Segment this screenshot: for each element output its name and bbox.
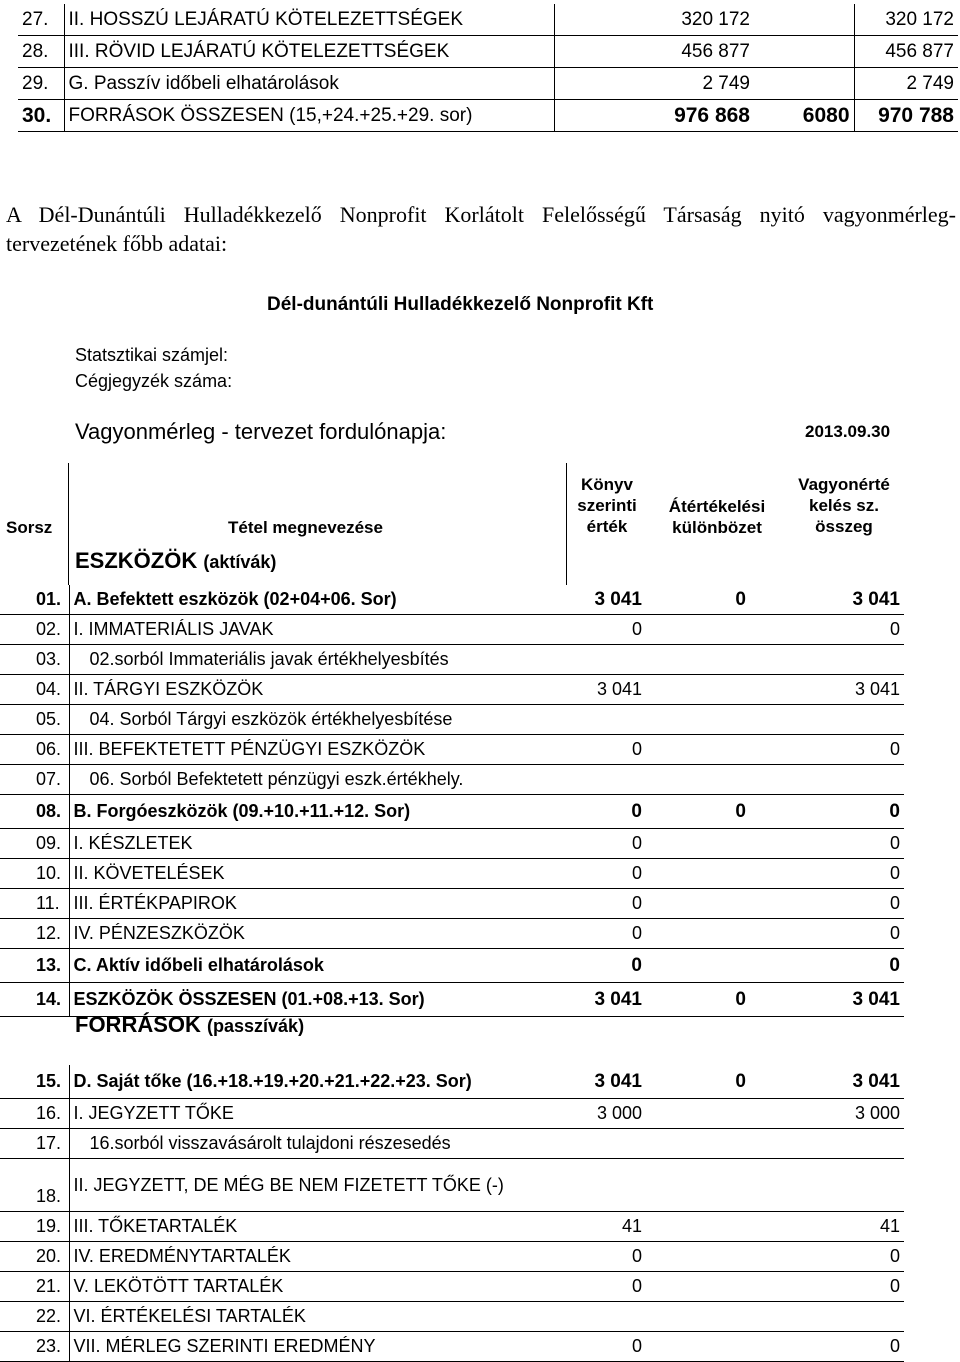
book-value: 0 — [566, 735, 646, 765]
revaluation-difference — [646, 1242, 782, 1272]
row-name: III. RÖVID LEJÁRATÚ KÖTELEZETTSÉGEK — [64, 36, 554, 68]
liabilities-heading — [75, 1012, 304, 1038]
row-name: C. Aktív időbeli elhatárolások — [69, 949, 566, 983]
liabilities-heading-main: FORRÁSOK — [75, 1012, 201, 1037]
assets-heading — [75, 548, 276, 574]
row-name: III. TŐKETARTALÉK — [69, 1212, 566, 1242]
revaluation-difference — [646, 859, 782, 889]
revaluation-difference — [646, 1272, 782, 1302]
book-value: 0 — [566, 615, 646, 645]
book-value: 2 749 — [554, 68, 754, 100]
row-number: 30. — [18, 100, 64, 132]
row-number: 15. — [0, 1065, 69, 1099]
row-number: 13. — [0, 949, 69, 983]
asset-valuation-amount: 0 — [782, 735, 904, 765]
header-asset-valuation-line: összeg — [815, 517, 873, 536]
asset-valuation-amount: 0 — [782, 829, 904, 859]
revaluation-difference — [754, 36, 854, 68]
row-name: A. Befektett eszközök (02+04+06. Sor) — [69, 585, 566, 615]
asset-valuation-amount: 0 — [782, 795, 904, 829]
assets-heading-main: ESZKÖZÖK — [75, 548, 198, 573]
row-name: ESZKÖZÖK ÖSSZESEN (01.+08.+13. Sor) — [69, 983, 566, 1017]
intro-paragraph: A Dél-Dunántúli Hulladékkezelő Nonprofit Korlátolt Felelősségű Társaság nyitó vagyonmérleg-tervezetének főbb adatai: — [6, 202, 956, 256]
revaluation-difference — [646, 675, 782, 705]
table-row — [0, 675, 904, 705]
revaluation-difference: 0 — [646, 983, 782, 1017]
book-value — [566, 1159, 646, 1212]
table-row — [18, 68, 958, 100]
revaluation-difference — [646, 1159, 782, 1212]
asset-valuation-amount: 3 041 — [782, 585, 904, 615]
book-value: 976 868 — [554, 100, 754, 132]
book-value — [566, 705, 646, 735]
row-name: B. Forgóeszközök (09.+10.+11.+12. Sor) — [69, 795, 566, 829]
header-divider — [68, 463, 69, 585]
book-value: 0 — [566, 949, 646, 983]
table-row — [0, 735, 904, 765]
asset-valuation-amount — [782, 1159, 904, 1212]
table-row — [18, 4, 958, 36]
table-row — [0, 1212, 904, 1242]
asset-valuation-amount: 0 — [782, 949, 904, 983]
header-revaluation-line: különbözet — [672, 518, 762, 537]
revaluation-difference — [754, 68, 854, 100]
book-value: 3 041 — [566, 1065, 646, 1099]
liabilities-heading-sub: (passzívák) — [207, 1016, 305, 1036]
row-number: 01. — [0, 585, 69, 615]
row-number: 17. — [0, 1129, 69, 1159]
header-book-value-line: érték — [586, 517, 628, 536]
book-value — [566, 1302, 646, 1332]
table-row — [0, 1065, 904, 1099]
table-row — [0, 615, 904, 645]
row-name: 04. Sorból Tárgyi eszközök értékhelyesbítése — [69, 705, 566, 735]
company-register-label: Cégjegyzék száma: — [75, 371, 233, 391]
header-revaluation-line: Átértékelési — [668, 497, 766, 516]
header-book-value-line: szerinti — [577, 496, 637, 515]
revaluation-difference — [646, 949, 782, 983]
row-name: I. JEGYZETT TŐKE — [69, 1099, 566, 1129]
book-value — [566, 1129, 646, 1159]
revaluation-difference: 0 — [646, 585, 782, 615]
asset-valuation-amount: 0 — [782, 919, 904, 949]
book-value: 0 — [566, 795, 646, 829]
asset-valuation-amount: 0 — [782, 859, 904, 889]
row-number: 28. — [18, 36, 64, 68]
asset-valuation-amount: 3 041 — [782, 1065, 904, 1099]
header-sorsz: Sorsz — [6, 518, 53, 537]
row-name: II. JEGYZETT, DE MÉG BE NEM FIZETETT TŐKE (-) — [69, 1159, 566, 1212]
row-name: VI. ÉRTÉKELÉSI TARTALÉK — [69, 1302, 566, 1332]
statistical-number-label: Statsztikai számjel: — [75, 345, 229, 365]
row-number: 14. — [0, 983, 69, 1017]
row-name: I. KÉSZLETEK — [69, 829, 566, 859]
asset-valuation-amount: 41 — [782, 1212, 904, 1242]
book-value: 0 — [566, 1332, 646, 1362]
company-name: Dél-dunántúli Hulladékkezelő Nonprofit Kft — [267, 294, 654, 315]
asset-valuation-amount — [782, 1302, 904, 1332]
asset-valuation-amount: 0 — [782, 1272, 904, 1302]
asset-valuation-amount: 970 788 — [854, 100, 958, 132]
row-number: 10. — [0, 859, 69, 889]
revaluation-difference — [646, 829, 782, 859]
table-row — [0, 919, 904, 949]
row-number: 07. — [0, 765, 69, 795]
book-value: 0 — [566, 889, 646, 919]
revaluation-difference — [646, 919, 782, 949]
book-value: 456 877 — [554, 36, 754, 68]
row-number: 29. — [18, 68, 64, 100]
assets-heading-sub: (aktívák) — [203, 552, 277, 572]
table-row — [0, 645, 904, 675]
book-value: 320 172 — [554, 4, 754, 36]
table-row — [0, 949, 904, 983]
book-value: 3 041 — [566, 585, 646, 615]
book-value: 3 000 — [566, 1099, 646, 1129]
row-name: II. HOSSZÚ LEJÁRATÚ KÖTELEZETTSÉGEK — [64, 4, 554, 36]
row-number: 03. — [0, 645, 69, 675]
row-number: 05. — [0, 705, 69, 735]
table-row — [0, 765, 904, 795]
header-asset-valuation — [786, 474, 902, 537]
row-name: II. TÁRGYI ESZKÖZÖK — [69, 675, 566, 705]
row-number: 08. — [0, 795, 69, 829]
row-number: 19. — [0, 1212, 69, 1242]
row-number: 23. — [0, 1332, 69, 1362]
row-number: 11. — [0, 889, 69, 919]
header-revaluation — [658, 496, 776, 538]
row-number: 27. — [18, 4, 64, 36]
row-number: 06. — [0, 735, 69, 765]
asset-valuation-amount: 0 — [782, 1242, 904, 1272]
revaluation-difference — [646, 1099, 782, 1129]
row-name: IV. PÉNZESZKÖZÖK — [69, 919, 566, 949]
header-book-value-line: Könyv — [581, 475, 633, 494]
row-name: FORRÁSOK ÖSSZESEN (15,+24.+25.+29. sor) — [64, 100, 554, 132]
revaluation-difference — [646, 615, 782, 645]
row-name: III. BEFEKTETETT PÉNZÜGYI ESZKÖZÖK — [69, 735, 566, 765]
table-row — [0, 1099, 904, 1129]
table-row — [0, 1332, 904, 1362]
table-row — [0, 1159, 904, 1212]
asset-valuation-amount: 456 877 — [854, 36, 958, 68]
header-divider — [566, 463, 567, 585]
row-number: 02. — [0, 615, 69, 645]
revaluation-difference — [646, 1212, 782, 1242]
asset-valuation-amount — [782, 705, 904, 735]
revaluation-difference: 0 — [646, 1065, 782, 1099]
header-book-value — [570, 474, 644, 537]
revaluation-difference — [646, 765, 782, 795]
book-value: 0 — [566, 1242, 646, 1272]
asset-valuation-amount: 3 041 — [782, 675, 904, 705]
asset-valuation-amount — [782, 645, 904, 675]
asset-valuation-amount — [782, 1129, 904, 1159]
revaluation-difference — [646, 735, 782, 765]
asset-valuation-amount: 0 — [782, 889, 904, 919]
table-row — [0, 1302, 904, 1332]
header-asset-valuation-line: kelés sz. — [809, 496, 879, 515]
revaluation-difference — [646, 1332, 782, 1362]
revaluation-difference: 0 — [646, 795, 782, 829]
revaluation-difference — [646, 645, 782, 675]
table-row — [18, 36, 958, 68]
row-name: 06. Sorból Befektetett pénzügyi eszk.értékhely. — [69, 765, 566, 795]
row-name: I. IMMATERIÁLIS JAVAK — [69, 615, 566, 645]
row-name: G. Passzív időbeli elhatárolások — [64, 68, 554, 100]
row-name: V. LEKÖTÖTT TARTALÉK — [69, 1272, 566, 1302]
top-balance-table — [18, 4, 958, 132]
balance-sheet-table — [0, 585, 904, 1362]
book-value: 0 — [566, 829, 646, 859]
revaluation-difference — [646, 1302, 782, 1332]
table-row — [0, 795, 904, 829]
revaluation-difference — [646, 705, 782, 735]
table-row — [0, 889, 904, 919]
balance-date-value: 2013.09.30 — [805, 422, 891, 441]
book-value: 41 — [566, 1212, 646, 1242]
row-number: 16. — [0, 1099, 69, 1129]
revaluation-difference: 6080 — [754, 100, 854, 132]
table-row — [0, 1242, 904, 1272]
asset-valuation-amount: 320 172 — [854, 4, 958, 36]
balance-sheet-body — [0, 585, 904, 1362]
row-name: 16.sorból visszavásárolt tulajdoni részesedés — [69, 1129, 566, 1159]
row-name: VII. MÉRLEG SZERINTI EREDMÉNY — [69, 1332, 566, 1362]
table-row — [0, 705, 904, 735]
row-number: 09. — [0, 829, 69, 859]
row-name: II. KÖVETELÉSEK — [69, 859, 566, 889]
asset-valuation-amount: 0 — [782, 1332, 904, 1362]
asset-valuation-amount: 3 000 — [782, 1099, 904, 1129]
row-number: 04. — [0, 675, 69, 705]
top-balance-body — [18, 4, 958, 132]
revaluation-difference — [646, 1129, 782, 1159]
table-row — [0, 829, 904, 859]
asset-valuation-amount: 0 — [782, 615, 904, 645]
header-asset-valuation-line: Vagyonérté — [798, 475, 890, 494]
row-number: 21. — [0, 1272, 69, 1302]
asset-valuation-amount — [782, 765, 904, 795]
row-number: 20. — [0, 1242, 69, 1272]
balance-date-label: Vagyonmérleg - tervezet fordulónapja: — [75, 419, 447, 444]
book-value: 0 — [566, 859, 646, 889]
asset-valuation-amount: 3 041 — [782, 983, 904, 1017]
revaluation-difference — [754, 4, 854, 36]
row-name: 02.sorból Immateriális javak értékhelyesbítés — [69, 645, 566, 675]
book-value: 3 041 — [566, 675, 646, 705]
book-value: 0 — [566, 1272, 646, 1302]
book-value: 3 041 — [566, 983, 646, 1017]
table-row — [18, 100, 958, 132]
table-row — [0, 1272, 904, 1302]
row-name: IV. EREDMÉNYTARTALÉK — [69, 1242, 566, 1272]
book-value — [566, 645, 646, 675]
revaluation-difference — [646, 889, 782, 919]
table-row — [0, 585, 904, 615]
row-number: 18. — [0, 1159, 69, 1212]
header-item-name: Tétel megnevezése — [228, 518, 383, 537]
book-value — [566, 765, 646, 795]
asset-valuation-amount: 2 749 — [854, 68, 958, 100]
row-number: 22. — [0, 1302, 69, 1332]
table-row — [0, 859, 904, 889]
table-row — [0, 1129, 904, 1159]
row-number: 12. — [0, 919, 69, 949]
row-name: III. ÉRTÉKPAPIROK — [69, 889, 566, 919]
book-value: 0 — [566, 919, 646, 949]
row-name: D. Saját tőke (16.+18.+19.+20.+21.+22.+23. Sor) — [69, 1065, 566, 1099]
